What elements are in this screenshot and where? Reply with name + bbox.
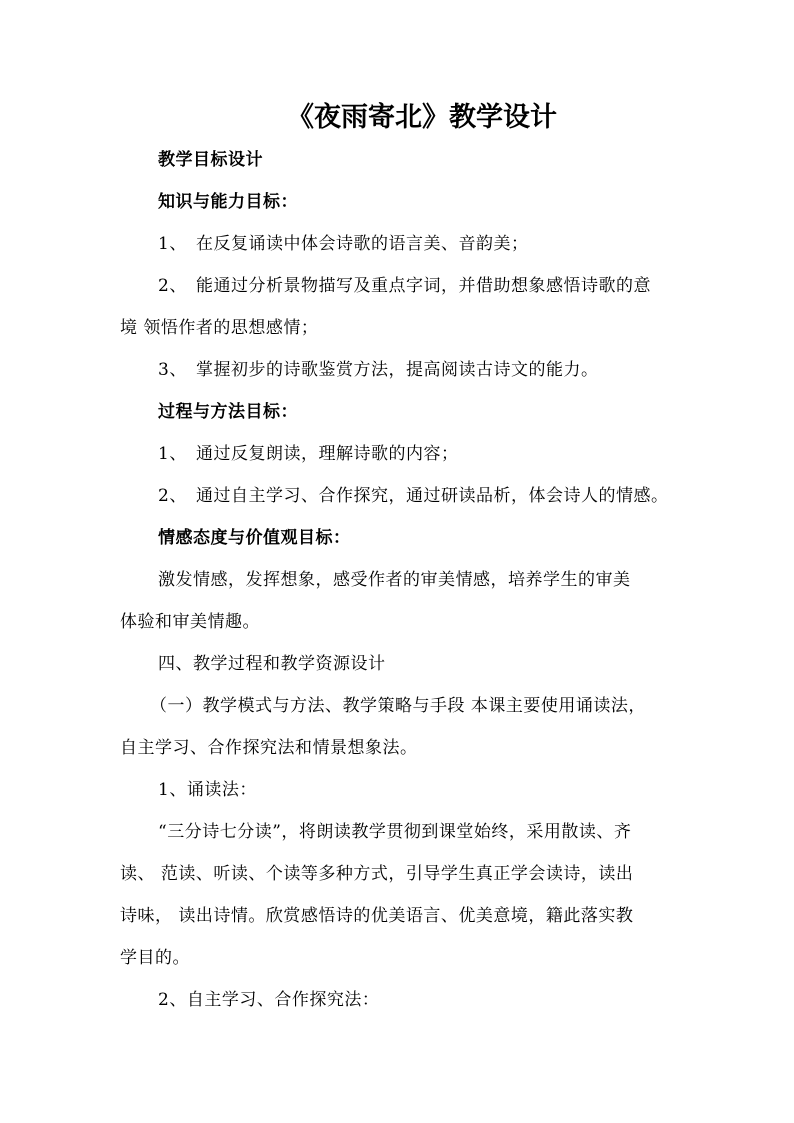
emotion-heading: 情感态度与价值观目标： [158, 528, 351, 548]
item-number: 1、 [158, 444, 187, 464]
reading-line-3: 诗味， 读出诗情。欣赏感悟诗的优美语言、优美意境，籍此落实教 [120, 906, 634, 926]
item-text: 掌握初步的诗歌鉴赏方法，提高阅读古诗文的能力。 [196, 360, 599, 380]
document-title: 《夜雨寄北》教学设计 [287, 102, 557, 133]
process-heading: 过程与方法目标： [158, 402, 298, 422]
item-number: 1、 [158, 234, 187, 254]
knowledge-item-2-continued: 境 领悟作者的思想感情； [120, 318, 319, 338]
methods-line-2: 自主学习、合作探究法和情景想象法。 [120, 738, 418, 758]
knowledge-item-1 [158, 232, 529, 256]
self-study-heading: 2、自主学习、合作探究法： [158, 990, 380, 1010]
emotion-line-1: 激发情感，发挥想象，感受作者的审美情感，培养学生的审美 [158, 570, 631, 590]
knowledge-item-3 [158, 358, 599, 382]
reading-line-4: 学目的。 [120, 948, 190, 968]
reading-line-2: 读、 范读、听读、个读等多种方式，引导学生真正学会读诗，读出 [120, 864, 634, 884]
item-text: 在反复诵读中体会诗歌的语言美、音韵美； [196, 234, 529, 254]
item-number: 3、 [158, 360, 187, 380]
process-item-2 [158, 484, 669, 508]
item-text: 通过自主学习、合作探究，通过研读品析，体会诗人的情感。 [196, 486, 669, 506]
reading-heading: 1、诵读法： [158, 780, 257, 800]
knowledge-heading: 知识与能力目标： [158, 192, 298, 212]
item-text: 能通过分析景物描写及重点字词，并借助想象感悟诗歌的意 [196, 276, 651, 296]
item-number: 2、 [158, 276, 187, 296]
process-item-1 [158, 442, 459, 466]
item-text: 通过反复朗读，理解诗歌的内容； [196, 444, 459, 464]
section-goal-heading: 教学目标设计 [158, 150, 263, 170]
section-4-heading: 四、教学过程和教学资源设计 [158, 654, 386, 674]
knowledge-item-2 [158, 274, 651, 298]
emotion-line-2: 体验和审美情趣。 [120, 612, 260, 632]
methods-line-1: （一）教学模式与方法、教学策略与手段 本课主要使用诵读法， [150, 696, 646, 716]
reading-line-1: “三分诗七分读”，将朗读教学贯彻到课堂始终，采用散读、齐 [158, 822, 632, 842]
item-number: 2、 [158, 486, 187, 506]
